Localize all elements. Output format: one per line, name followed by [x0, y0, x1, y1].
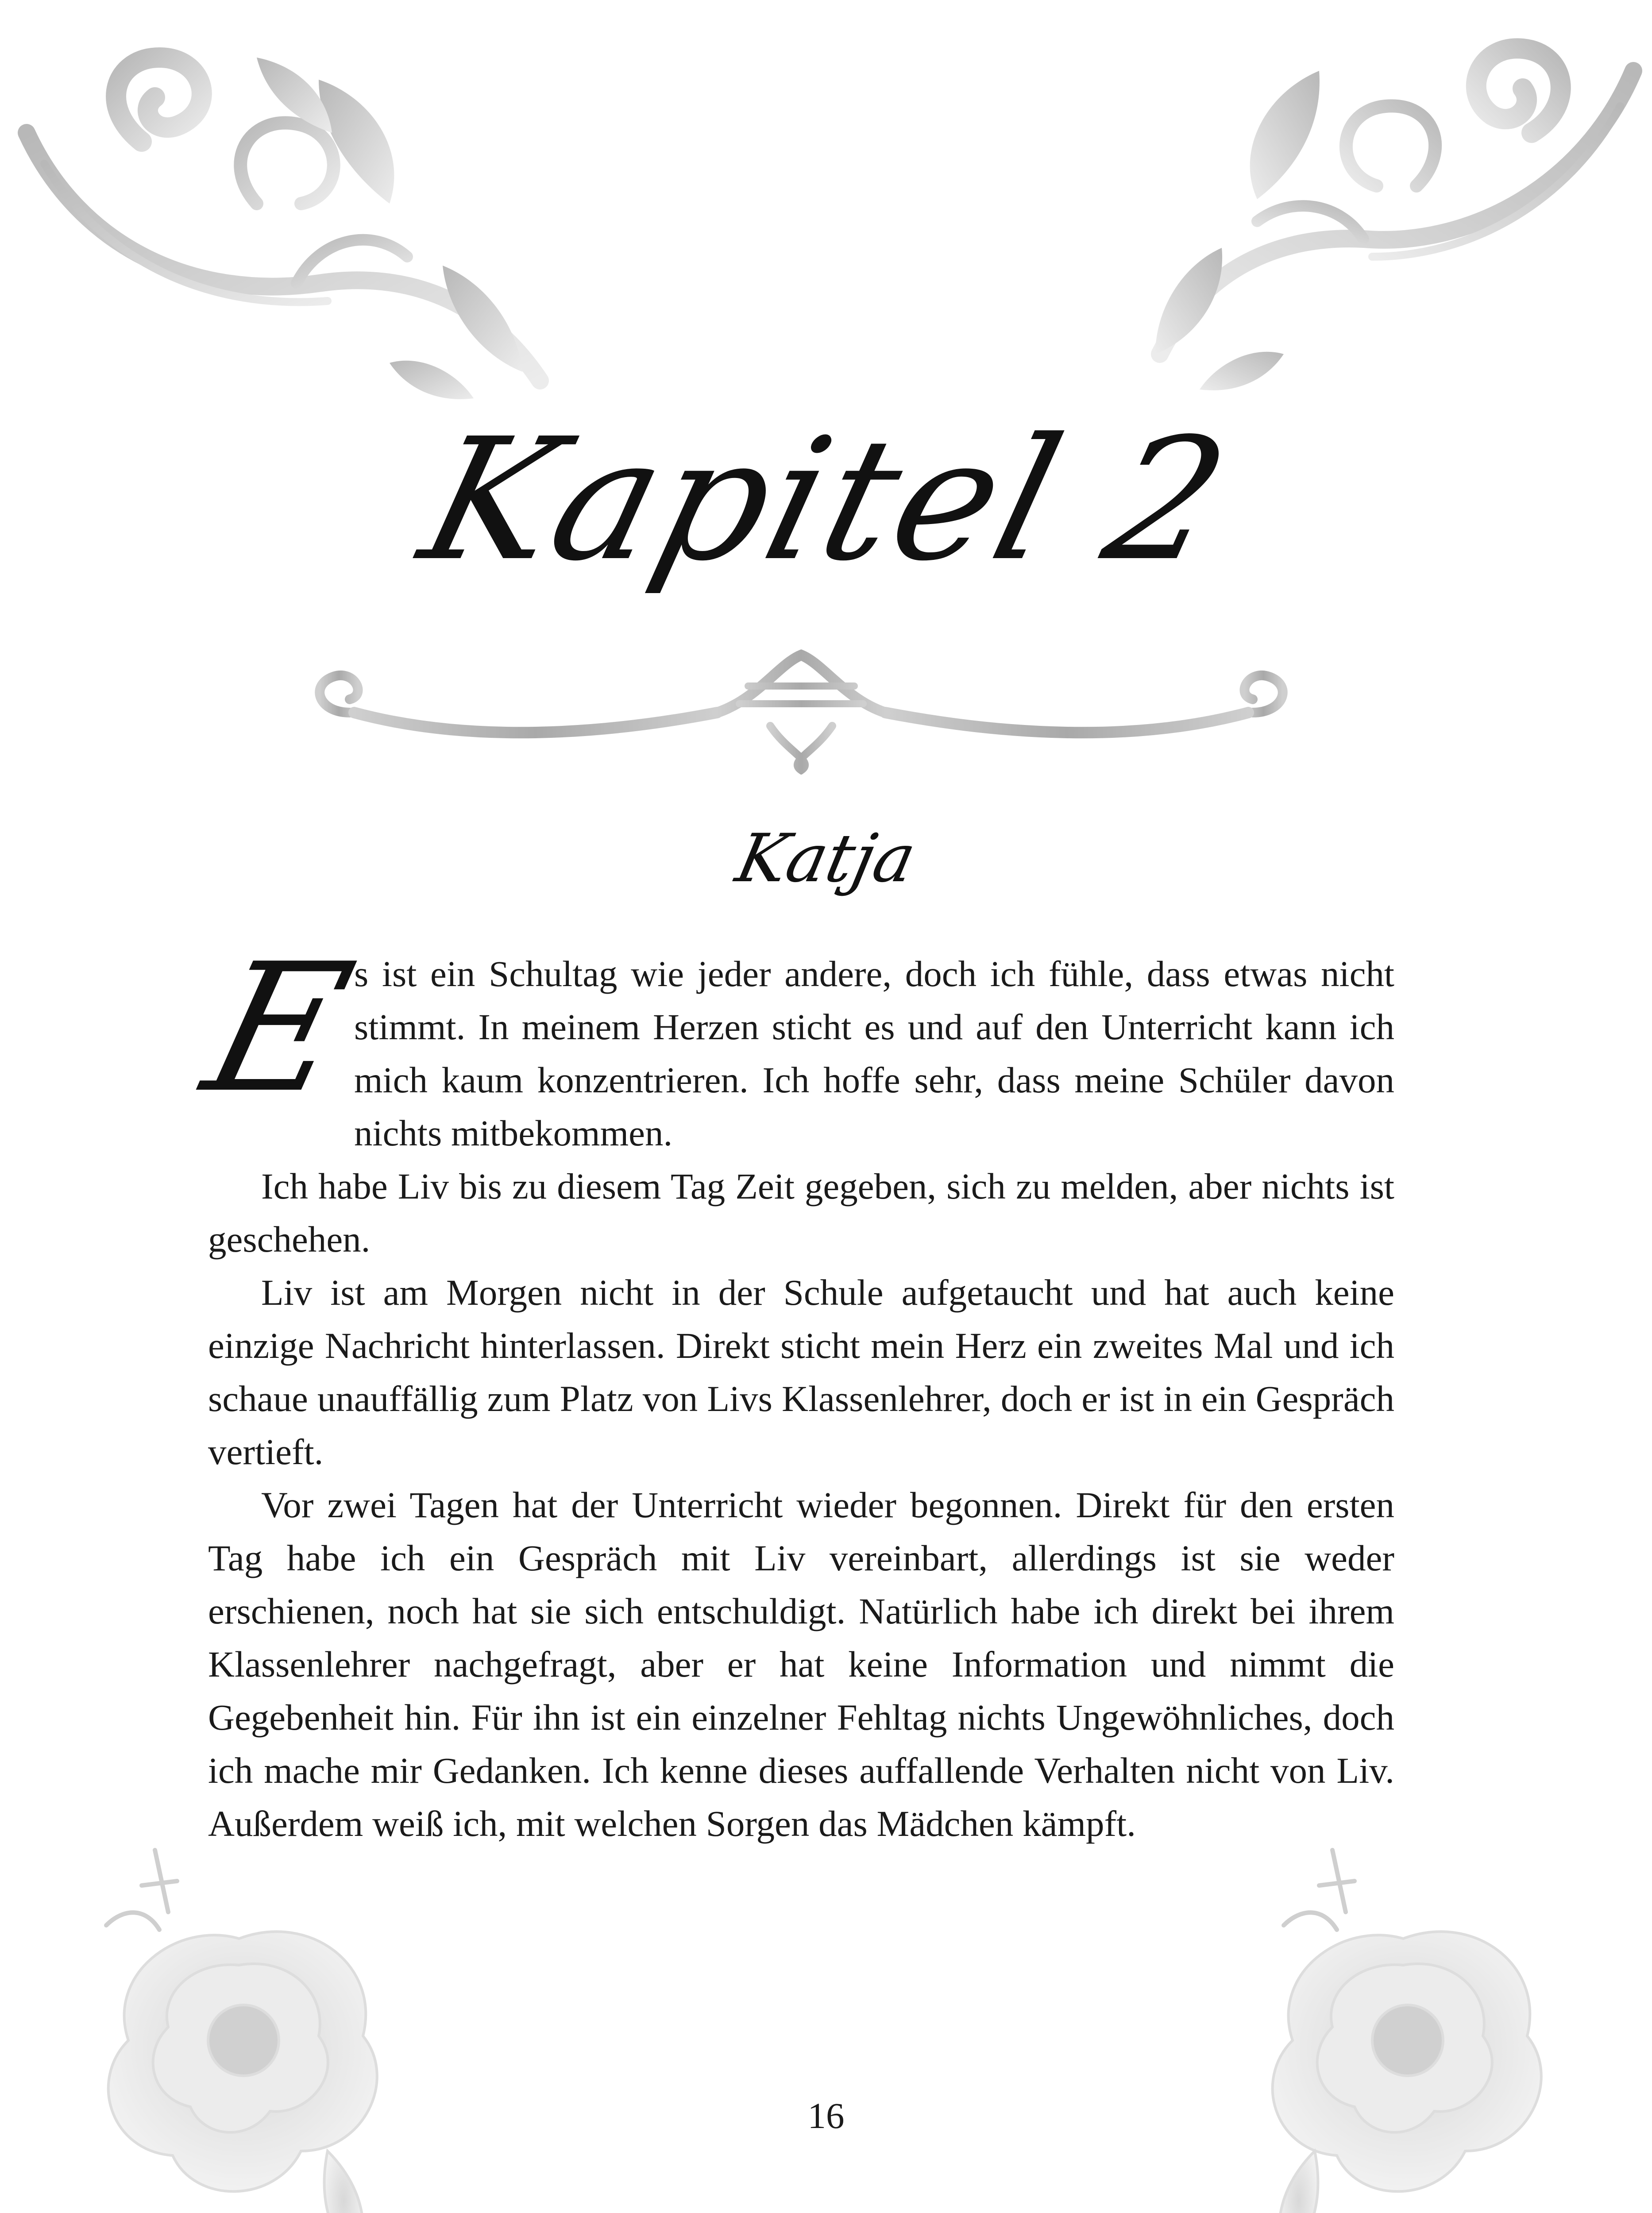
chapter-body	[188, 926, 1394, 1850]
divider-flourish-icon	[292, 637, 1310, 775]
flower-bottom-right-icon	[1244, 1832, 1563, 2213]
page-number: 16	[807, 2095, 845, 2136]
paragraph-3: Liv ist am Morgen nicht in der Schule aufgetaucht und hat auch keine einzige Nachricht hinterlassen. Direkt sticht mein Herz ein zweites Mal und ich schaue unauffällig zum Platz von Livs Klassenlehrer, doch er ist in ein Gespräch vertieft.	[208, 1272, 1394, 1472]
paragraph-1	[188, 926, 1394, 1160]
flower-bottom-left-icon	[80, 1832, 398, 2213]
chapter-title: Kapitel 2	[405, 402, 1247, 598]
pov-character-name: Katja	[730, 820, 922, 897]
flourish-top-right-icon	[1133, 18, 1651, 416]
flourish-top-left-icon	[9, 18, 584, 416]
drop-cap: E	[188, 926, 369, 1132]
paragraph-4: Vor zwei Tagen hat der Unterricht wieder begonnen. Direkt für den ersten Tag habe ich ein Gespräch mit Liv vereinbart, allerdings ist sie weder erschienen, noch hat sie sich entschuldigt. Natürlich habe ich direkt bei ihrem Klassenlehrer nachgefragt, aber er hat keine Information und nimmt die Gegebenheit hin. Für ihn ist ein einzelner Fehltag nichts Ungewöhnliches, doch ich mache mir Gedanken. Ich kenne dieses auffallende Verhalten nicht von Liv. Außerdem weiß ich, mit welchen Sorgen das Mädchen kämpft.	[208, 1484, 1394, 1844]
paragraph-2: Ich habe Liv bis zu diesem Tag Zeit gegeben, sich zu melden, aber nichts ist geschehen.	[208, 1166, 1394, 1260]
paragraph-text: s ist ein Schultag wie jeder andere, doch ich fühle, dass etwas nicht stimmt. In meinem Herzen sticht es und auf den Unterricht kann ich mich kaum konzentrieren. Ich hoffe sehr, dass meine Schüler davon nichts mitbekommen.	[354, 953, 1394, 1153]
